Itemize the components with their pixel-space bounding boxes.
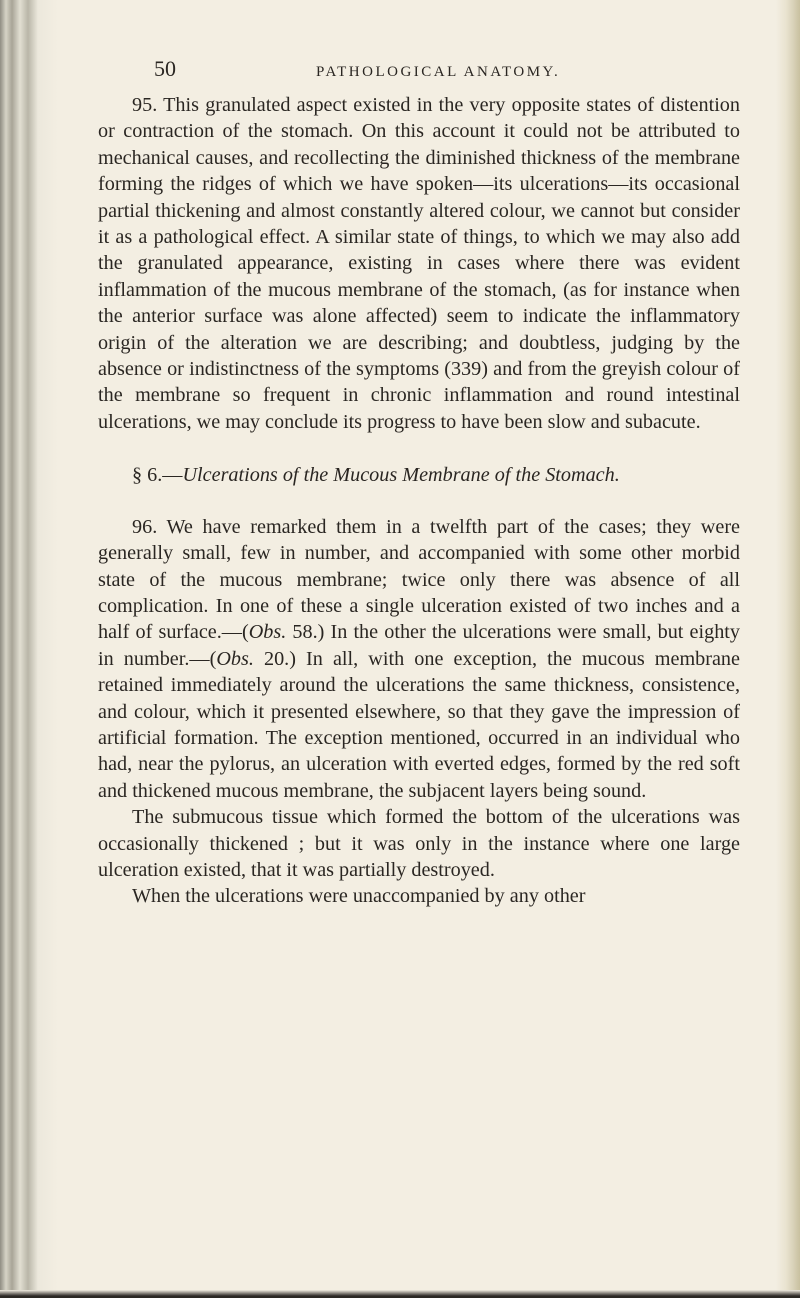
section-title: Ulcerations of the Mucous Membrane of the Stomach. (182, 464, 620, 487)
observation-reference: Obs. (248, 621, 287, 644)
scan-right-edge (776, 0, 800, 1298)
scan-left-edge (0, 0, 58, 1298)
scan-bottom-edge (0, 1290, 800, 1298)
page-number: 50 (154, 56, 176, 81)
paragraph-95: 95. This granulated aspect existed in the very opposite states of distention or contraction of the stomach. On this account it could not be attributed to mechanical causes, and recollecting the diminished thickness of the membrane forming the ridges of which we have spoken—its ulcerations—its occasional partial thickening and almost constantly altered colour, we cannot but consider it as a pathological effect. A similar state of things, to which we may also add the granulated appearance, existing in cases where there was evident inflammation of the mucous membrane of the stomach, (as for instance when the anterior surface was alone affected) seem to indicate the inflammatory origin of the alteration we are describing; and doubtless, judging by the absence or indistinctness of the symptoms (339) and from the greyish colour of the membrane so frequent in chronic inflammation and round intestinal ulcerations, we may conclude its progress to have been slow and subacute. (98, 94, 740, 433)
observation-reference: Obs. (216, 647, 254, 670)
paragraph-96-part3: 20.) In all, with one exception, the mucous membrane retained immediately around the ulcerations the same thickness, consistence, and colour, which it presented elsewhere, so that they gave the impression of artificial formation. The exception mentioned, occurred in an individual who had, near the pylorus, an ulceration with everted edges, formed by the red soft and thickened mucous membrane, the subjacent layers being sound. (98, 647, 740, 802)
book-page (98, 56, 740, 910)
paragraph-submucous: The submucous tissue which formed the bottom of the ulcerations was occasionally thickened ; but it was only in the instance where one large ulceration existed, that it was partially destroyed. (98, 806, 740, 881)
section-number: § 6.— (132, 464, 183, 487)
paragraph-96-part2: 58.) In the other the ulcerations were small, but eighty in number.—( (98, 621, 741, 670)
running-head (98, 56, 740, 92)
paragraph-96-part1: 96. We have remarked them in a twelfth part of the cases; they were generally small, few in number, and accompanied with some other morbid state of the mucous membrane; twice only there was absence of all complication. In one of these a single ulceration existed of two inches and a half of surface.—( (98, 515, 740, 644)
paragraph-96 (98, 514, 740, 804)
section-heading (98, 462, 740, 488)
running-title: PATHOLOGICAL ANATOMY. (316, 64, 561, 80)
paragraph-when: When the ulcerations were unaccompanied by any other (132, 885, 586, 908)
